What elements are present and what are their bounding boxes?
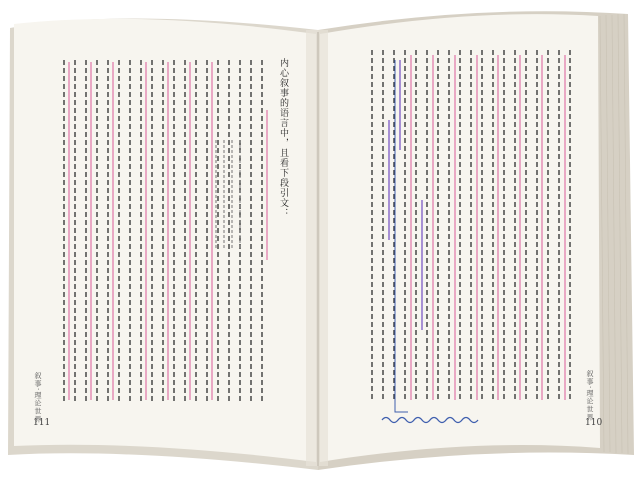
right-page-number: 110 xyxy=(585,418,603,428)
chapter-heading: 内心叙事的语言中，且看下段引文： xyxy=(278,58,288,218)
left-page xyxy=(14,19,316,462)
left-side-label: 叙事·理论世界 xyxy=(34,372,42,424)
right-side-label: 叙事·理论世界 xyxy=(586,370,594,422)
gutter-shadow xyxy=(306,30,328,466)
left-page-number: 111 xyxy=(33,418,51,428)
